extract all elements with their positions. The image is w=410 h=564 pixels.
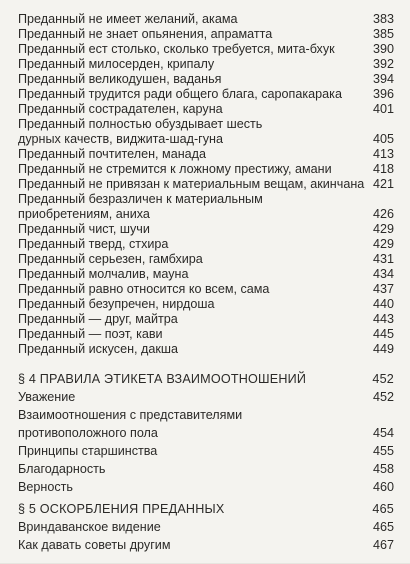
toc-entry-title: Преданный почтителен, манада <box>18 147 207 161</box>
toc-entry-title: Преданный безупречен, нирдоша <box>18 297 215 311</box>
toc-entry-page-number: 434 <box>372 267 394 281</box>
toc-entry-page-number: 465 <box>372 502 394 516</box>
toc-entry-title: Уважение <box>18 390 76 404</box>
toc-entry-page-number: 418 <box>372 162 394 176</box>
toc-entry <box>18 460 394 478</box>
toc-entry-title: Преданный трудится ради общего блага, саропакарака <box>18 87 342 101</box>
toc-entry-title: Верность <box>18 480 73 494</box>
toc-entry-page-number: 390 <box>372 42 394 56</box>
toc-entry-title: Преданный безразличен к материальным <box>18 192 263 206</box>
toc-entry-title: Преданный чист, шучи <box>18 222 150 236</box>
toc-entry-page-number: 426 <box>372 207 394 221</box>
toc-entry-title: противоположного пола <box>18 426 158 440</box>
toc-entry <box>18 406 394 424</box>
toc-entry-page-number: 460 <box>372 480 394 494</box>
toc-entry <box>18 536 394 554</box>
toc-entry <box>18 424 394 442</box>
toc-entry-title: Преданный не стремится к ложному престижу, амани <box>18 162 332 176</box>
toc-entry-title: Благодарность <box>18 462 106 476</box>
toc-entry-title: Преданный — друг, майтра <box>18 312 178 326</box>
toc-entry-page-number: 383 <box>372 12 394 26</box>
toc-entry-page-number: 455 <box>372 444 394 458</box>
toc-entry-title: Вриндаванское видение <box>18 520 161 534</box>
toc-entry-title: Преданный искусен, дакша <box>18 342 178 356</box>
toc-entry-page-number: 452 <box>372 390 394 404</box>
toc-entry-title: Преданный не имеет желаний, акама <box>18 12 238 26</box>
toc-entry-page-number: 465 <box>372 520 394 534</box>
toc-entry-title: Преданный не привязан к материальным вещам, акинчана <box>18 177 365 191</box>
section-heading <box>18 500 394 518</box>
toc-entry-page-number: 385 <box>372 27 394 41</box>
toc-entry <box>18 340 394 358</box>
toc-entry <box>18 442 394 460</box>
toc-entry-page-number: 458 <box>372 462 394 476</box>
toc-entry-title: § 4 ПРАВИЛА ЭТИКЕТА ВЗАИМООТНОШЕНИЙ <box>18 372 307 386</box>
section-heading <box>18 370 394 388</box>
toc-entry <box>18 518 394 536</box>
toc-entry-title: Преданный молчалив, мауна <box>18 267 189 281</box>
toc-entry-title: § 5 ОСКОРБЛЕНИЯ ПРЕДАННЫХ <box>18 502 225 516</box>
toc-entry-page-number: 413 <box>372 147 394 161</box>
toc-entry-title: Взаимоотношения с представителями <box>18 408 243 422</box>
toc-entry-title: Преданный серьезен, гамбхира <box>18 252 203 266</box>
toc-entry-page-number: 452 <box>372 372 394 386</box>
toc-entry-page-number: 405 <box>372 132 394 146</box>
toc-entry-page-number: 421 <box>372 177 394 191</box>
toc-entry-title: Принципы старшинства <box>18 444 158 458</box>
toc-entry-title: Преданный — поэт, кави <box>18 327 163 341</box>
toc-entry-page-number: 392 <box>372 57 394 71</box>
toc-entry-page-number: 454 <box>372 426 394 440</box>
toc-entry-title: дурных качеств, виджита-шад-гуна <box>18 132 223 146</box>
toc-entry-page-number: 401 <box>372 102 394 116</box>
toc-entry-page-number: 440 <box>372 297 394 311</box>
toc-entry-title: Преданный сострадателен, каруна <box>18 102 223 116</box>
toc-entry-title: Преданный ест столько, сколько требуется, мита-бхук <box>18 42 335 56</box>
toc-entry-title: приобретениям, аниха <box>18 207 150 221</box>
toc-entry <box>18 478 394 496</box>
toc-entry-page-number: 449 <box>372 342 394 356</box>
toc-entry-title: Преданный милосерден, крипалу <box>18 57 215 71</box>
toc-entry-page-number: 445 <box>372 327 394 341</box>
toc-entry-page-number: 429 <box>372 222 394 236</box>
toc-entry-title: Преданный полностью обуздывает шесть <box>18 117 263 131</box>
toc-entry-page-number: 396 <box>372 87 394 101</box>
toc-entry-page-number: 429 <box>372 237 394 251</box>
toc-entry-page-number: 431 <box>372 252 394 266</box>
toc-entry-title: Преданный тверд, стхира <box>18 237 169 251</box>
toc-entry-title: Как давать советы другим <box>18 538 171 552</box>
toc-entry-page-number: 467 <box>372 538 394 552</box>
toc-entry-page-number: 443 <box>372 312 394 326</box>
toc-entry-title: Преданный великодушен, ваданья <box>18 72 222 86</box>
toc-entry-page-number: 437 <box>372 282 394 296</box>
toc-entry <box>18 388 394 406</box>
toc-entry-page-number: 394 <box>372 72 394 86</box>
toc-entry-title: Преданный не знает опьянения, апраматта <box>18 27 273 41</box>
toc-entry-title: Преданный равно относится ко всем, сама <box>18 282 270 296</box>
